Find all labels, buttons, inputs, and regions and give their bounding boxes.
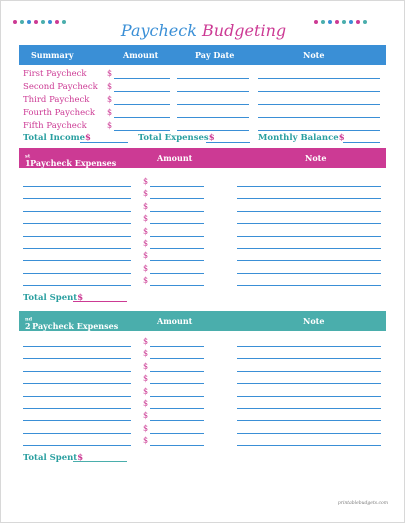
section2-row-note-line[interactable] bbox=[237, 346, 381, 347]
total-income-currency: $ bbox=[85, 133, 91, 143]
section1-row-note-line[interactable] bbox=[237, 248, 381, 249]
section1-row-amount-line[interactable] bbox=[150, 211, 204, 212]
section2-row-desc-line[interactable] bbox=[23, 408, 131, 409]
section1-title-text: Paycheck Expenses bbox=[30, 158, 117, 168]
section1-row-amount-line[interactable] bbox=[150, 186, 204, 187]
summary-note-line[interactable] bbox=[258, 130, 380, 131]
summary-amount-line[interactable] bbox=[114, 91, 170, 92]
summary-row-label: Third Paycheck bbox=[23, 95, 90, 105]
section2-row-currency: $ bbox=[143, 411, 149, 421]
section2-row-note-line[interactable] bbox=[237, 396, 381, 397]
summary-row-currency: $ bbox=[107, 108, 113, 117]
section1-ordinal: 1 bbox=[25, 158, 31, 168]
section2-row-currency: $ bbox=[143, 337, 149, 346]
summary-amount-line[interactable] bbox=[114, 104, 170, 105]
section1-row-amount-line[interactable] bbox=[150, 248, 204, 249]
monthly-balance-label: Monthly Balance bbox=[258, 133, 339, 143]
section2-row-desc-line[interactable] bbox=[23, 346, 131, 347]
section2-row-desc-line[interactable] bbox=[23, 371, 131, 372]
section1-row-currency: $ bbox=[143, 276, 149, 286]
section1-row-currency: $ bbox=[143, 189, 149, 199]
section1-row-desc-line[interactable] bbox=[23, 223, 131, 224]
total-income-line[interactable] bbox=[80, 142, 128, 143]
section1-note-header: Note bbox=[305, 153, 327, 163]
section2-row-note-line[interactable] bbox=[237, 445, 381, 446]
note-header: Note bbox=[303, 50, 325, 60]
section2-row-desc-line[interactable] bbox=[23, 445, 131, 446]
total-expenses-currency: $ bbox=[208, 133, 215, 143]
section1-row-desc-line[interactable] bbox=[23, 236, 131, 237]
section2-row-amount-line[interactable] bbox=[150, 371, 204, 372]
section1-header-bar bbox=[19, 148, 386, 168]
section2-row-currency: $ bbox=[143, 374, 149, 384]
section2-row-currency: $ bbox=[143, 399, 149, 408]
section2-row-amount-line[interactable] bbox=[150, 358, 204, 359]
section1-row-note-line[interactable] bbox=[237, 211, 381, 212]
section2-row-amount-line[interactable] bbox=[150, 396, 204, 397]
summary-amount-line[interactable] bbox=[114, 130, 170, 131]
section1-row-desc-line[interactable] bbox=[23, 211, 131, 212]
section2-row-note-line[interactable] bbox=[237, 408, 381, 409]
section2-row-desc-line[interactable] bbox=[23, 433, 131, 434]
section2-row-amount-line[interactable] bbox=[150, 420, 204, 421]
summary-note-line[interactable] bbox=[258, 91, 380, 92]
section2-row-note-line[interactable] bbox=[237, 433, 381, 434]
section1-total-label: Total Spent bbox=[23, 293, 78, 303]
section2-row-amount-line[interactable] bbox=[150, 445, 204, 446]
summary-paydate-line[interactable] bbox=[177, 104, 249, 105]
title-word-1: Paycheck bbox=[120, 21, 197, 40]
summary-paydate-line[interactable] bbox=[177, 117, 249, 118]
section1-row-currency: $ bbox=[143, 239, 149, 248]
section1-title bbox=[25, 153, 117, 168]
summary-row-label: Fifth Paycheck bbox=[23, 121, 87, 131]
paydate-header: Pay Date bbox=[195, 50, 235, 60]
section2-row-desc-line[interactable] bbox=[23, 383, 131, 384]
section2-title-text: Paycheck Expenses bbox=[32, 321, 119, 331]
summary-paydate-line[interactable] bbox=[177, 130, 249, 131]
summary-note-line[interactable] bbox=[258, 104, 380, 105]
summary-row-currency: $ bbox=[107, 82, 113, 91]
title-word-2: Budgeting bbox=[202, 21, 287, 40]
section1-row-currency: $ bbox=[143, 214, 149, 224]
section1-row-amount-line[interactable] bbox=[150, 285, 204, 286]
section1-row-desc-line[interactable] bbox=[23, 198, 131, 199]
section1-row-desc-line[interactable] bbox=[23, 260, 131, 261]
section1-row-desc-line[interactable] bbox=[23, 186, 131, 187]
section1-row-currency: $ bbox=[143, 263, 149, 273]
section2-row-desc-line[interactable] bbox=[23, 420, 131, 421]
summary-amount-line[interactable] bbox=[114, 117, 170, 118]
section2-row-desc-line[interactable] bbox=[23, 396, 131, 397]
section1-total-currency: $ bbox=[77, 293, 84, 303]
summary-row-currency: $ bbox=[107, 121, 113, 130]
section1-row-desc-line[interactable] bbox=[23, 248, 131, 249]
section1-total-line[interactable] bbox=[73, 301, 127, 302]
summary-row-label: Fourth Paycheck bbox=[23, 108, 96, 118]
section2-row-amount-line[interactable] bbox=[150, 433, 204, 434]
section1-row-note-line[interactable] bbox=[237, 273, 381, 274]
summary-header: Summary bbox=[31, 50, 74, 60]
total-expenses-label: Total Expenses bbox=[138, 133, 209, 143]
summary-row-currency: $ bbox=[107, 69, 113, 78]
section2-row-desc-line[interactable] bbox=[23, 358, 131, 359]
section1-row-note-line[interactable] bbox=[237, 285, 381, 286]
summary-note-line[interactable] bbox=[258, 78, 380, 79]
section1-row-amount-line[interactable] bbox=[150, 273, 204, 274]
section1-row-note-line[interactable] bbox=[237, 236, 381, 237]
section2-row-note-line[interactable] bbox=[237, 371, 381, 372]
section1-amount-header: Amount bbox=[157, 153, 193, 163]
section2-row-amount-line[interactable] bbox=[150, 408, 204, 409]
section1-row-amount-line[interactable] bbox=[150, 260, 204, 261]
summary-header-bar bbox=[19, 45, 386, 65]
section2-row-currency: $ bbox=[143, 361, 149, 371]
section2-header-bar bbox=[19, 311, 386, 331]
section2-row-note-line[interactable] bbox=[237, 420, 381, 421]
section1-row-currency: $ bbox=[143, 201, 149, 211]
monthly-balance bbox=[258, 133, 345, 143]
monthly-balance-line[interactable] bbox=[343, 142, 380, 143]
section2-suffix: nd bbox=[25, 316, 33, 323]
section2-total-line[interactable] bbox=[73, 461, 127, 462]
section2-amount-header: Amount bbox=[157, 316, 193, 326]
section1-row-note-line[interactable] bbox=[237, 198, 381, 199]
section1-row-note-line[interactable] bbox=[237, 223, 381, 224]
section1-row-currency: $ bbox=[143, 251, 149, 261]
section2-row-amount-line[interactable] bbox=[150, 383, 204, 384]
monthly-balance-currency: $ bbox=[338, 133, 345, 143]
section1-row-note-line[interactable] bbox=[237, 260, 381, 261]
total-expenses-line[interactable] bbox=[206, 142, 250, 143]
section2-row-note-line[interactable] bbox=[237, 358, 381, 359]
amount-header: Amount bbox=[123, 50, 159, 60]
section1-row-currency: $ bbox=[143, 177, 149, 186]
page-title bbox=[1, 21, 405, 40]
section2-total-label: Total Spent bbox=[23, 453, 78, 463]
section2-row-amount-line[interactable] bbox=[150, 346, 204, 347]
summary-amount-line[interactable] bbox=[114, 78, 170, 79]
section1-row-amount-line[interactable] bbox=[150, 236, 204, 237]
section2-title bbox=[25, 316, 119, 331]
section2-note-header: Note bbox=[303, 316, 325, 326]
section1-row-note-line[interactable] bbox=[237, 186, 381, 187]
credit-text: printablebudgets.com bbox=[337, 501, 388, 506]
section2-ordinal: 2 bbox=[25, 321, 31, 331]
summary-note-line[interactable] bbox=[258, 117, 380, 118]
section2-row-currency: $ bbox=[143, 386, 149, 396]
section1-row-desc-line[interactable] bbox=[23, 273, 131, 274]
section2-row-note-line[interactable] bbox=[237, 383, 381, 384]
summary-paydate-line[interactable] bbox=[177, 78, 249, 79]
section2-row-currency: $ bbox=[143, 349, 149, 359]
section1-row-currency: $ bbox=[143, 226, 149, 236]
total-income-label: Total Income bbox=[23, 133, 86, 143]
summary-row-label: First Paycheck bbox=[23, 69, 87, 79]
total-expenses bbox=[138, 133, 215, 143]
section1-row-amount-line[interactable] bbox=[150, 223, 204, 224]
section1-row-desc-line[interactable] bbox=[23, 285, 131, 286]
section1-suffix: st bbox=[25, 153, 31, 160]
section2-row-currency: $ bbox=[143, 436, 149, 446]
summary-row-currency: $ bbox=[107, 95, 113, 104]
section2-row-currency: $ bbox=[143, 423, 149, 433]
summary-row-label: Second Paycheck bbox=[23, 82, 98, 92]
section1-row-amount-line[interactable] bbox=[150, 198, 204, 199]
section2-total-currency: $ bbox=[77, 453, 84, 463]
summary-paydate-line[interactable] bbox=[177, 91, 249, 92]
